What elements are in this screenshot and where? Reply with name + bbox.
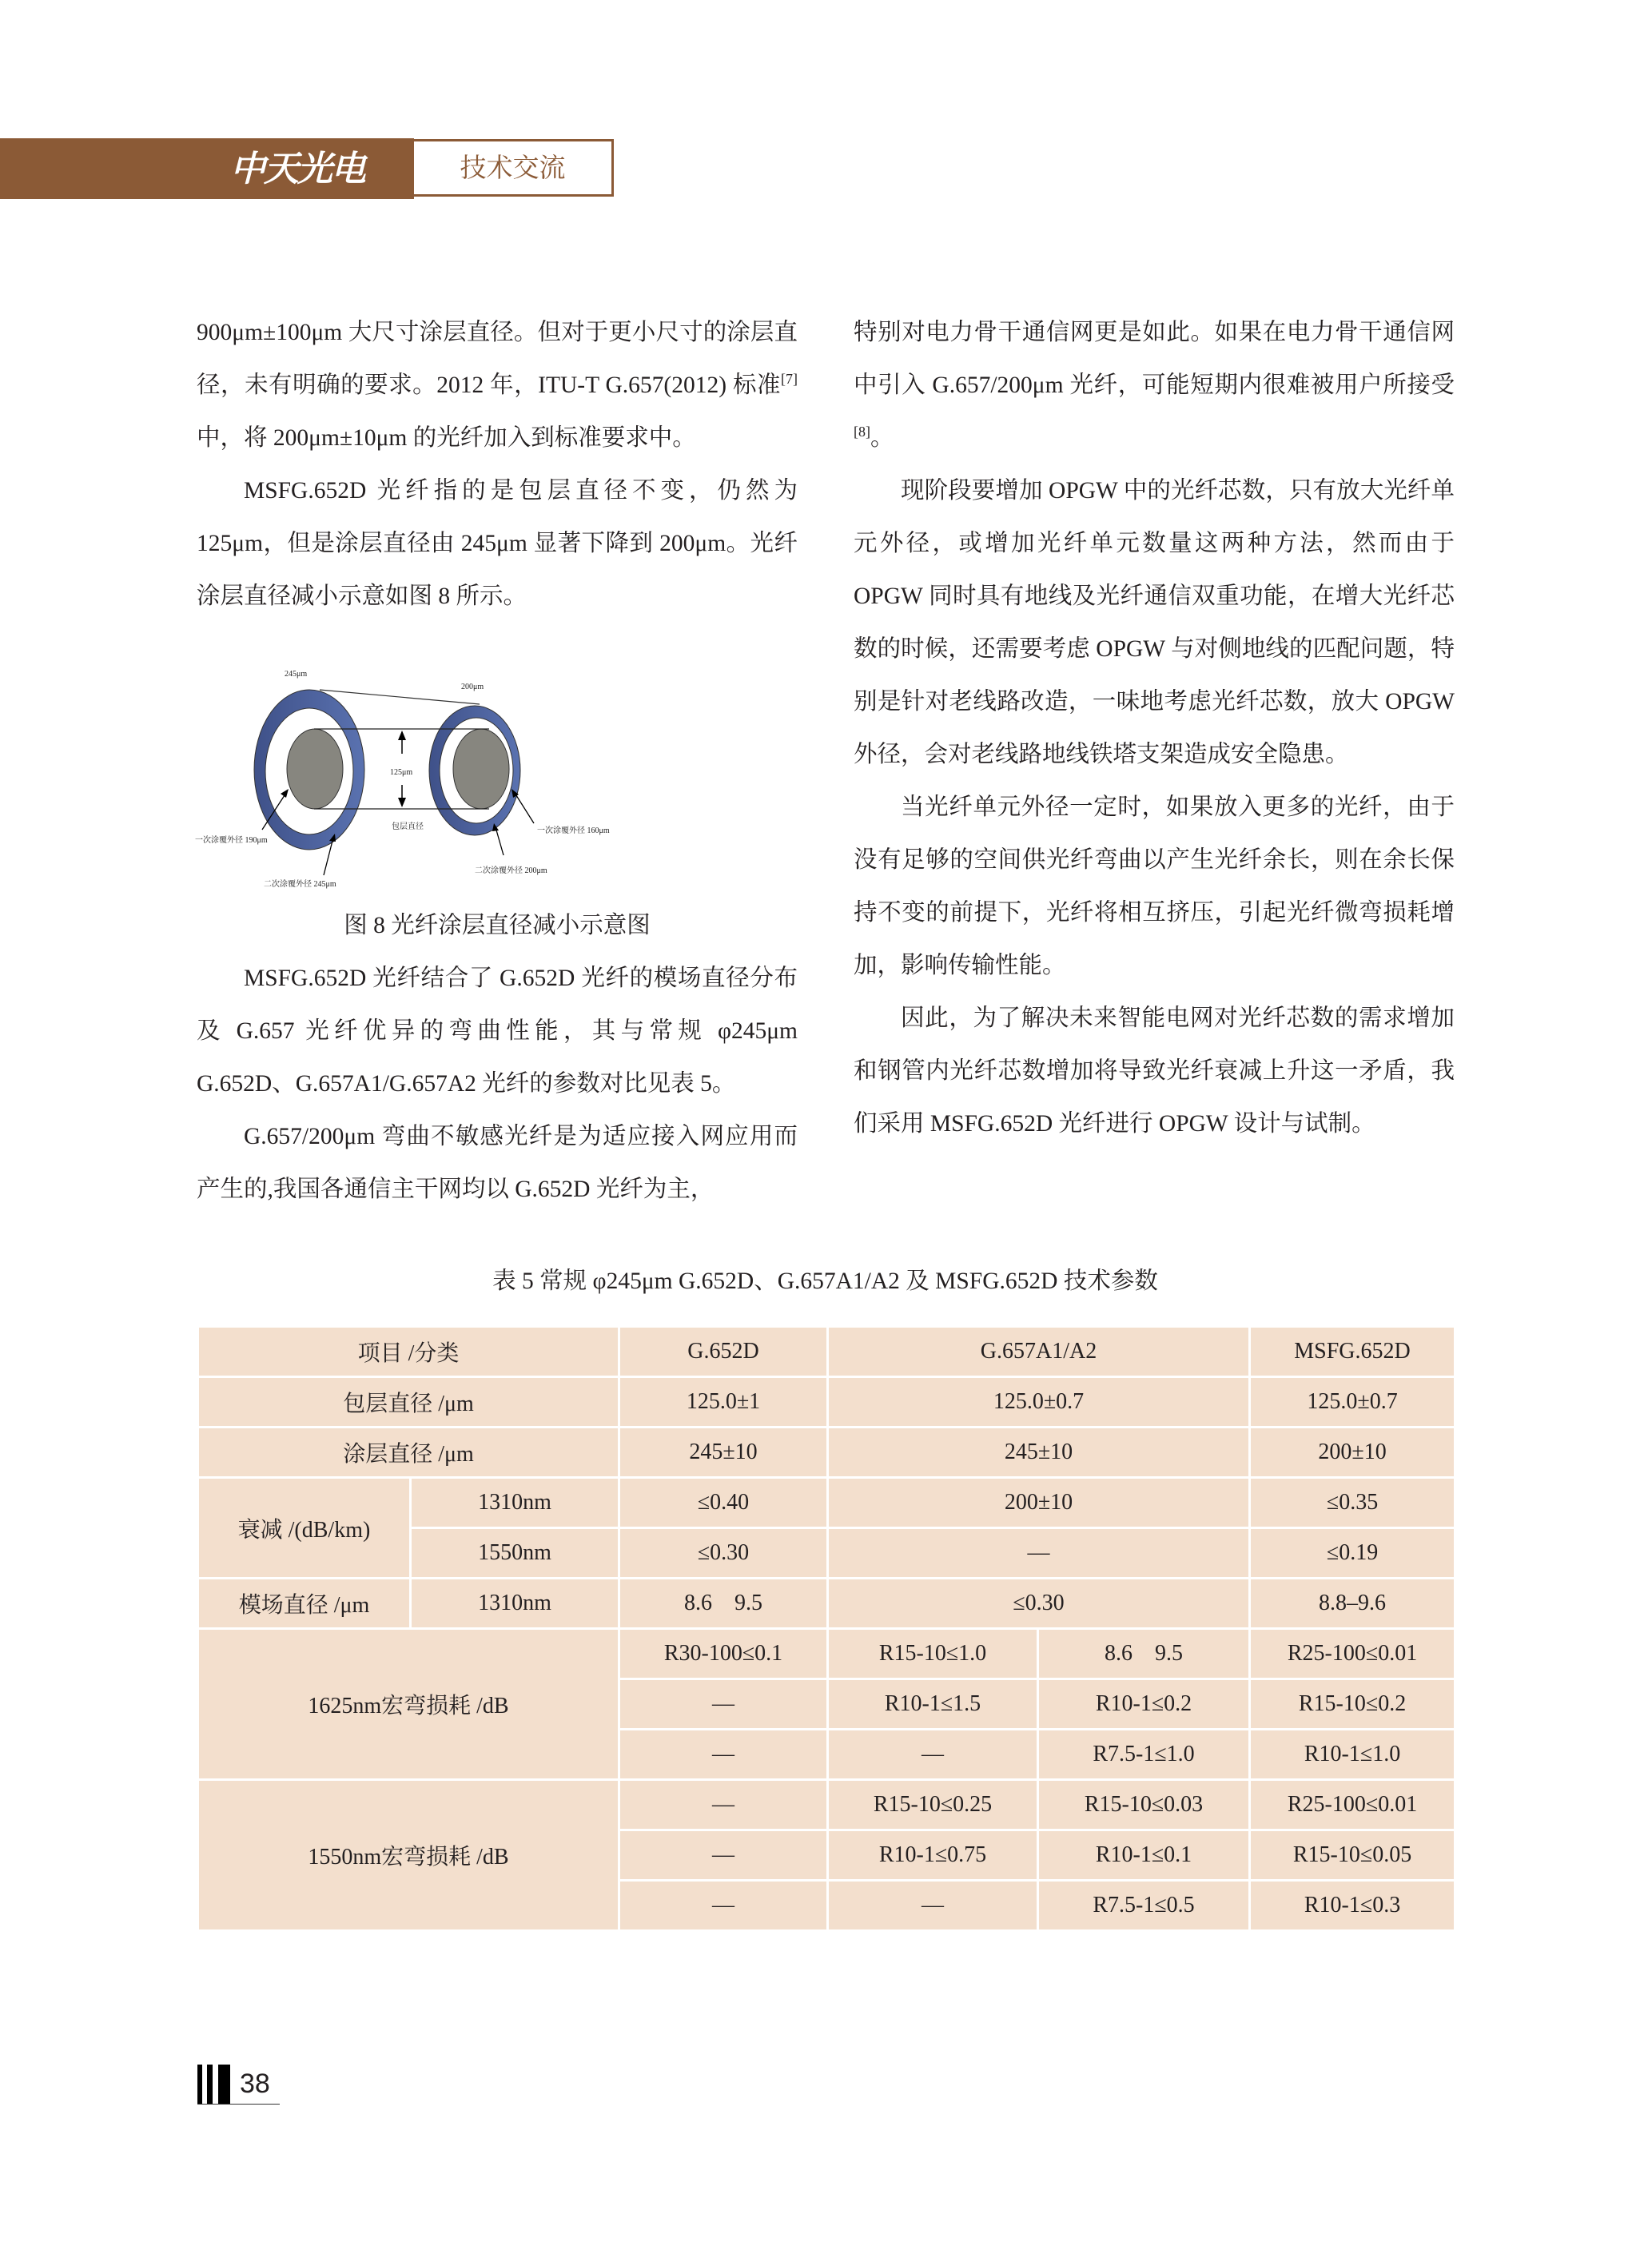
cell: 125.0±0.7 (1250, 1377, 1455, 1428)
citation: [8] (854, 424, 870, 440)
cladding-label: 包层直径 (392, 822, 424, 831)
cell: — (619, 1780, 828, 1830)
cell: — (619, 1679, 828, 1730)
cell: R25-100≤0.01 (1250, 1629, 1455, 1679)
right-fiber-cladding (453, 729, 509, 809)
cell: — (619, 1730, 828, 1780)
right-secondary-label: 二次涂覆外径 200μm (475, 866, 547, 875)
left-secondary-label: 二次涂覆外径 245μm (264, 880, 336, 889)
table-row (198, 1780, 1455, 1830)
cell: R25-100≤0.01 (1250, 1780, 1455, 1830)
header-cell: G.657A1/A2 (828, 1327, 1250, 1377)
paragraph: G.657/200μm 弯曲不敏感光纤是为适应接入网应用而产生的,我国各通信主干网均以 G.652D 光纤为主， (197, 1124, 798, 1202)
cell: ≤0.35 (1250, 1478, 1455, 1528)
publication-logo: 中天光电 (230, 149, 364, 189)
cell: 125.0±1 (619, 1377, 828, 1428)
right-column (854, 306, 1455, 1150)
citation: [7] (781, 371, 798, 388)
cell: R15-10≤0.2 (1250, 1679, 1455, 1730)
cell: — (828, 1730, 1038, 1780)
paragraph: MSFG.652D 光纤结合了 G.652D 光纤的模场直径分布及 G.657 光纤优异的弯曲性能，其与常规 φ245μm G.652D、G.657A1/G.657A2 光纤的参数对比见表 5。 (197, 966, 798, 1097)
cell: R10-1≤0.2 (1038, 1679, 1250, 1730)
cell: R10-1≤0.75 (828, 1830, 1038, 1881)
cell: — (828, 1528, 1250, 1579)
cell: ≤0.19 (1250, 1528, 1455, 1579)
cell: 245±10 (828, 1428, 1250, 1478)
cell: R15-10≤1.0 (828, 1629, 1038, 1679)
cell: — (828, 1881, 1038, 1931)
cell: 8.6 9.5 (1038, 1629, 1250, 1679)
sub-label: 1310nm (411, 1478, 619, 1528)
table-row (198, 1579, 1455, 1629)
table-row (198, 1629, 1455, 1679)
cell: R7.5-1≤0.5 (1038, 1881, 1250, 1931)
cell: 125.0±0.7 (828, 1377, 1250, 1428)
figure-caption: 图 8 光纤涂层直径减小示意图 (344, 913, 651, 938)
cell: ≤0.30 (619, 1528, 828, 1579)
paragraph: 当光纤单元外径一定时，如果放入更多的光纤，由于没有足够的空间供光纤弯曲以产生光纤余长，则在余长保持不变的前提下，光纤将相互挤压，引起光纤微弯损耗增加，影响传输性能。 (854, 794, 1455, 978)
header-cell: G.652D (619, 1327, 828, 1377)
cell: R10-1≤0.1 (1038, 1830, 1250, 1881)
cladding-value-label: 125μm (390, 768, 413, 777)
cell: 200±10 (828, 1478, 1250, 1528)
cell: R10-1≤1.5 (828, 1679, 1038, 1730)
paragraph: 现阶段要增加 OPGW 中的光纤芯数，只有放大光纤单元外径，或增加光纤单元数量这两种方法，然而由于 OPGW 同时具有地线及光纤通信双重功能，在增大光纤芯数的时候，还需要考虑 OPGW 与对侧地线的匹配问题，特别是针对老线路改造，一味地考虑光纤芯数，放大 OPGW 外径，会对老线路地线铁塔支架造成安全隐患。 (854, 478, 1455, 767)
row-label: 模场直径 /μm (198, 1579, 411, 1629)
table-5-parameters (197, 1325, 1456, 1932)
table-row (198, 1428, 1455, 1478)
table-row (198, 1377, 1455, 1428)
section-tag-label: 技术交流 (460, 152, 566, 183)
row-label: 包层直径 /μm (198, 1377, 619, 1428)
section-tag (414, 139, 614, 197)
paragraph: 因此，为了解决未来智能电网对光纤芯数的需求增加和钢管内光纤芯数增加将导致光纤衰减上升这一矛盾，我们采用 MSFG.652D 光纤进行 OPGW 设计与试制。 (854, 1006, 1455, 1137)
left-primary-label: 一次涂覆外径 190μm (195, 836, 268, 845)
sub-label: 1550nm (411, 1528, 619, 1579)
cell: R10-1≤0.3 (1250, 1881, 1455, 1931)
cell: 8.6 9.5 (619, 1579, 828, 1629)
cell: 200±10 (1250, 1428, 1455, 1478)
cell: R15-10≤0.05 (1250, 1830, 1455, 1881)
cell: 8.8–9.6 (1250, 1579, 1455, 1629)
page-number: 38 (240, 2069, 270, 2099)
table-caption: 表 5 常规 φ245μm G.652D、G.657A1/A2 及 MSFG.652D 技术参数 (492, 1268, 1158, 1294)
paragraph: MSFG.652D 光纤指的是包层直径不变，仍然为 125μm，但是涂层直径由 245μm 显著下降到 200μm。光纤涂层直径减小示意如图 8 所示。 (197, 478, 798, 609)
cell: 245±10 (619, 1428, 828, 1478)
header-cell: 项目 /分类 (198, 1327, 619, 1377)
left-outer-label: 245μm (285, 670, 308, 679)
header-cell: MSFG.652D (1250, 1327, 1455, 1377)
left-column-continued (197, 952, 798, 1216)
right-outer-label: 200μm (461, 683, 484, 691)
cell: — (619, 1881, 828, 1931)
paragraph: 900μm±100μm 大尺寸涂层直径。但对于更小尺寸的涂层直径，未有明确的要求。2012 年，ITU-T G.657(2012) 标准[7] 中，将 200μm±10μm 的光纤加入到标准要求中。 (197, 320, 798, 451)
right-primary-label: 一次涂覆外径 160μm (537, 826, 610, 835)
cell: ≤0.40 (619, 1478, 828, 1528)
cell: R10-1≤1.0 (1250, 1730, 1455, 1780)
row-label: 涂层直径 /μm (198, 1428, 619, 1478)
cell: R30-100≤0.1 (619, 1629, 828, 1679)
sub-label: 1310nm (411, 1579, 619, 1629)
cell: ≤0.30 (828, 1579, 1250, 1629)
cell: R7.5-1≤1.0 (1038, 1730, 1250, 1780)
row-label: 1625nm宏弯损耗 /dB (198, 1629, 619, 1780)
cell: R15-10≤0.25 (828, 1780, 1038, 1830)
paragraph: 特别对电力骨干通信网更是如此。如果在电力骨干通信网中引入 G.657/200μm 光纤，可能短期内很难被用户所接受[8]。 (854, 320, 1455, 451)
left-fiber-cladding (287, 729, 343, 809)
left-column (197, 306, 798, 623)
table-row (198, 1478, 1455, 1528)
row-label: 衰减 /(dB/km) (198, 1478, 411, 1579)
figure-8-coating-diagram (192, 655, 783, 895)
row-label: 1550nm宏弯损耗 /dB (198, 1780, 619, 1931)
cell: — (619, 1830, 828, 1881)
table-header-row (198, 1327, 1455, 1377)
footer-rule (197, 2104, 280, 2105)
cell: R15-10≤0.03 (1038, 1780, 1250, 1830)
